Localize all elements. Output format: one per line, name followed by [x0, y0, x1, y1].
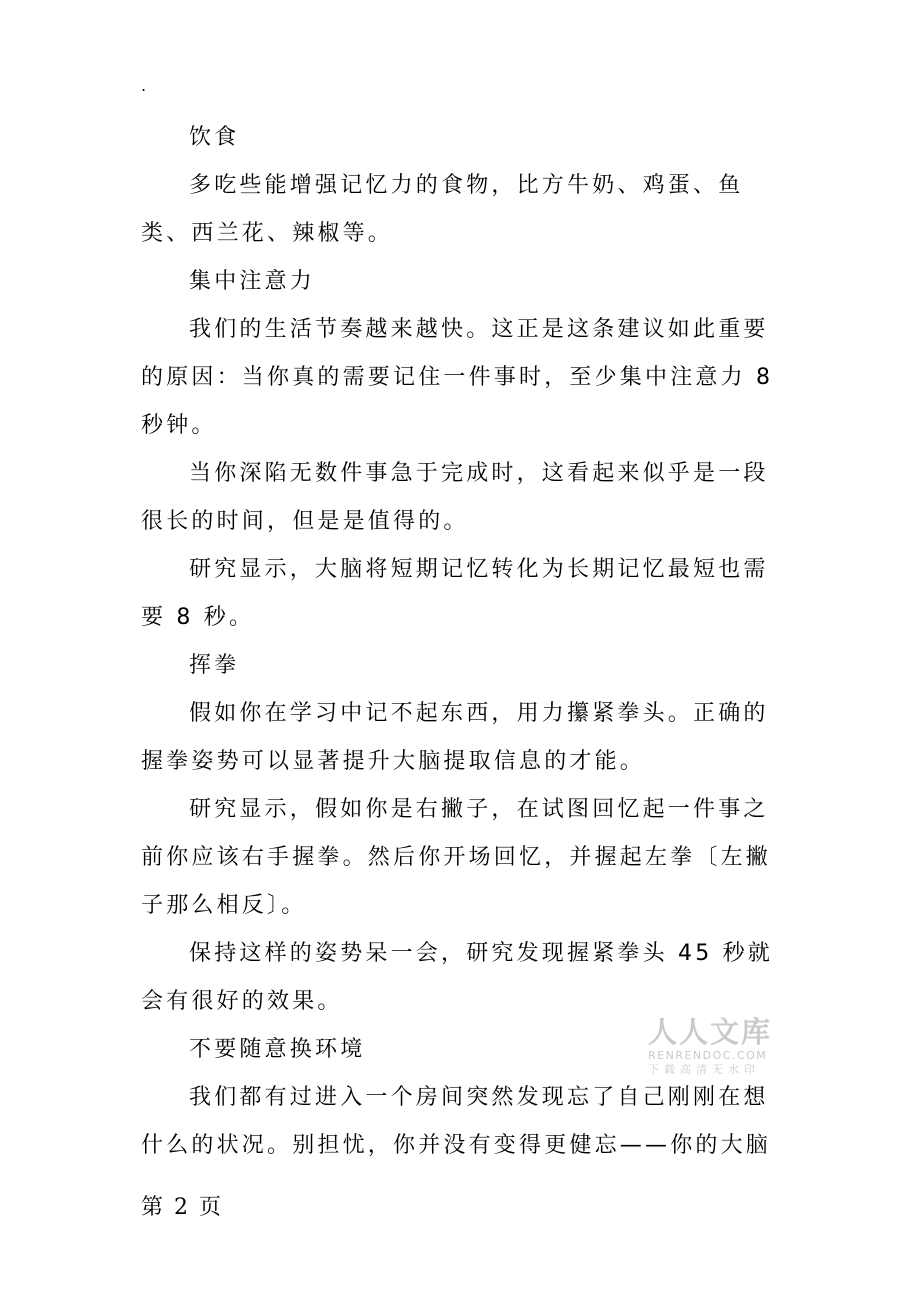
watermark-note: 下载高清无水印 — [648, 1063, 760, 1076]
paragraph-fist-clench: 假如你在学习中记不起东西，用力攥紧拳头。正确的握拳姿势可以显著提升大脑提取信息的才能。 — [141, 701, 769, 774]
page-number: 第 2 页 — [141, 1195, 223, 1220]
paragraph-focus-research: 研究显示，大脑将短期记忆转化为长期记忆最短也需要 8 秒。 — [141, 557, 769, 630]
heading-focus: 集中注意力 — [189, 269, 316, 294]
heading-fist: 挥拳 — [189, 653, 240, 678]
paragraph-focus-worth-it: 当你深陷无数件事急于完成时，这看起来似乎是一段很长的时间，但是是值得的。 — [141, 461, 769, 534]
paragraph-focus-8-seconds: 我们的生活节奏越来越快。这正是这条建议如此重要的原因：当你真的需要记住一件事时，至少集中注意力 8 秒钟。 — [141, 317, 774, 438]
document-body — [141, 114, 781, 1170]
paragraph-fist-45-seconds: 保持这样的姿势呆一会，研究发现握紧拳头 45 秒就会有很好的效果。 — [141, 941, 773, 1014]
page-corner-dot: . — [141, 76, 147, 95]
paragraph-fist-research: 研究显示，假如你是右撇子，在试图回忆起一件事之前你应该右手握拳。然后你开场回忆，并握起左拳〔左撇子那么相反〕。 — [141, 797, 772, 918]
heading-environment: 不要随意换环境 — [189, 1037, 366, 1062]
renrendoc-watermark — [648, 1015, 772, 1077]
paragraph-diet-foods: 多吃些能增强记忆力的食物，比方牛奶、鸡蛋、鱼类、西兰花、辣椒等。 — [141, 173, 744, 246]
watermark-domain: RENRENDOC.COM — [648, 1049, 768, 1062]
paragraph-environment-room: 我们都有过进入一个房间突然发现忘了自己刚刚在想什么的状况。别担忧，你并没有变得更健忘——你的大脑 — [141, 1085, 772, 1158]
heading-diet: 饮食 — [189, 125, 240, 150]
watermark-title: 人人文库 — [648, 1015, 773, 1049]
